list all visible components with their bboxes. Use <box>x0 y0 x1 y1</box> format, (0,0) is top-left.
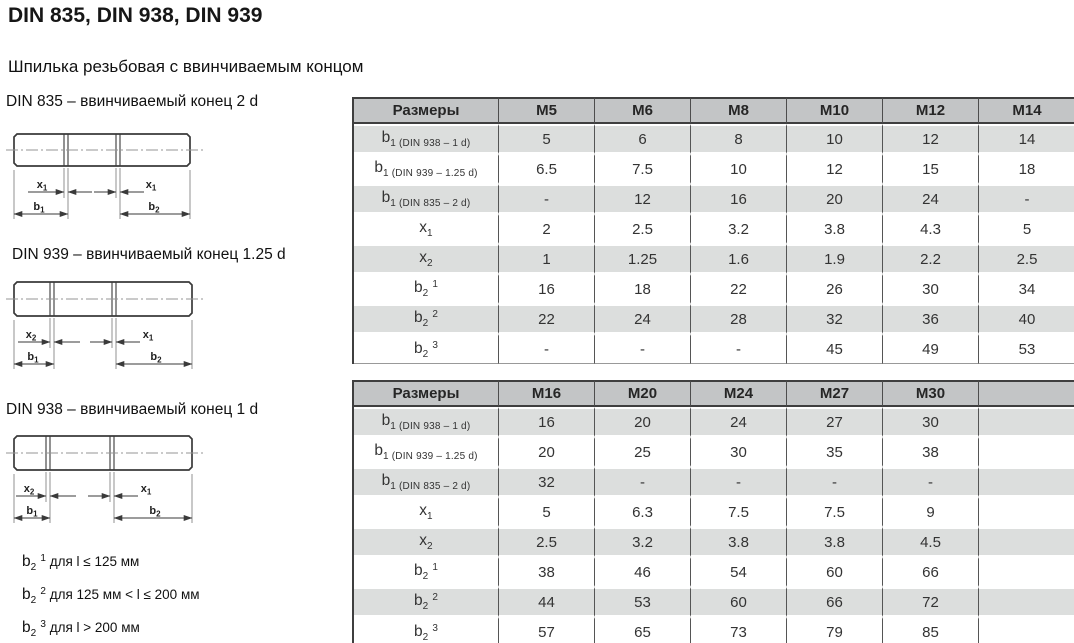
label-cell <box>354 214 499 244</box>
value-cell: 8 <box>691 124 787 154</box>
value-cell: 54 <box>691 557 787 587</box>
row-label: $b_2^1$ <box>414 562 438 582</box>
value-cell: 38 <box>499 557 595 587</box>
value-cell: 1.9 <box>787 244 883 274</box>
row-label: $b_{1 (DIN 939 - 1.25 d)}$ <box>374 159 478 179</box>
row-label: $x_2$ <box>419 532 433 552</box>
label-cell <box>354 467 499 497</box>
value-cell: - <box>691 334 787 364</box>
value-cell: 30 <box>691 437 787 467</box>
value-cell: 22 <box>499 304 595 334</box>
value-cell: 5 <box>499 497 595 527</box>
value-cell: - <box>787 467 883 497</box>
value-cell: 40 <box>979 304 1074 334</box>
table-row <box>354 244 1074 274</box>
table-row <box>354 184 1074 214</box>
value-cell: 5 <box>1022 220 1032 238</box>
table-body <box>354 407 1074 643</box>
value-cell: 65 <box>595 617 691 643</box>
label-cell <box>354 304 499 334</box>
dim-label-b2: $b_2$ <box>149 505 161 519</box>
column-header: M16 <box>499 380 595 407</box>
value-cell: 3.8 <box>691 527 787 557</box>
value-cell: 18 <box>595 274 691 304</box>
label-cell <box>354 334 499 364</box>
dim-label-x-right: $x_1$ <box>145 179 157 193</box>
column-header: M24 <box>691 380 787 407</box>
footnote-b2-1: $b_2^1$ для l ≤ 125 мм <box>22 553 140 573</box>
label-cell <box>354 437 499 467</box>
footnote-b2-2: $b_2^2$ для 125 мм < l ≤ 200 мм <box>22 586 200 606</box>
page-subtitle: Шпилька резьбовая с ввинчиваемым концом <box>8 57 364 76</box>
value-cell: 35 <box>787 437 883 467</box>
value-cell: 1 <box>499 244 595 274</box>
value-cell: 14 <box>979 124 1074 154</box>
label-cell <box>354 184 499 214</box>
din938-stud-drawing <box>4 422 209 538</box>
value-cell: 2.2 <box>883 244 979 274</box>
label-cell <box>354 497 499 527</box>
table-row <box>354 304 1074 334</box>
label-cell <box>354 617 499 643</box>
value-cell: 1.6 <box>691 244 787 274</box>
value-cell: 66 <box>787 587 883 617</box>
row-label: $b_2^3$ <box>414 339 438 360</box>
dim-label-b1: $b_1$ <box>33 201 45 215</box>
value-cell: 36 <box>883 304 979 334</box>
table-row <box>354 587 1074 617</box>
table-body <box>354 124 1074 364</box>
row-label: $b_2^2$ <box>414 592 438 612</box>
footnote-text: для 125 мм < l ≤ 200 мм <box>49 587 200 602</box>
row-label: $b_{1 (DIN 938 - 1 d)}$ <box>381 129 471 149</box>
value-cell: 24 <box>595 304 691 334</box>
value-cell: 22 <box>691 274 787 304</box>
table-row <box>354 334 1074 364</box>
column-header: M5 <box>499 97 595 124</box>
value-cell: 26 <box>787 274 883 304</box>
value-cell: 60 <box>787 557 883 587</box>
value-cell: - <box>883 467 979 497</box>
value-cell: 46 <box>595 557 691 587</box>
value-cell: 57 <box>499 617 595 643</box>
table-row <box>354 527 1074 557</box>
column-header: Размеры <box>354 97 499 124</box>
value-cell: - <box>595 467 691 497</box>
dim-label-x-left: $x_2$ <box>23 483 35 497</box>
value-cell: 2.5 <box>499 527 595 557</box>
spec-table-m16-m30 <box>352 380 1074 643</box>
din835-stud-drawing <box>4 118 209 234</box>
table-header <box>354 380 1074 407</box>
table-row <box>354 124 1074 154</box>
value-cell <box>979 407 1074 437</box>
row-label: $b_{1 (DIN 835 - 2 d)}$ <box>381 472 471 492</box>
value-cell: 24 <box>883 184 979 214</box>
dim-label-b2: $b_2$ <box>148 201 160 215</box>
spec-table-m5-m14 <box>352 97 1074 364</box>
table-header <box>354 97 1074 124</box>
value-cell: 20 <box>595 407 691 437</box>
value-cell <box>979 557 1074 587</box>
value-cell: 4.5 <box>883 527 979 557</box>
footnote-text: для l ≤ 125 мм <box>49 554 140 569</box>
value-cell: 1.25 <box>595 244 691 274</box>
value-cell: 9 <box>883 497 979 527</box>
value-cell: 4.3 <box>883 214 979 244</box>
dim-label-x-right: $x_1$ <box>140 483 152 497</box>
din939-stud-drawing <box>4 268 209 384</box>
value-cell <box>979 527 1074 557</box>
value-cell: 32 <box>787 304 883 334</box>
value-cell: 85 <box>883 617 979 643</box>
value-cell: 12 <box>787 154 883 184</box>
value-cell: 6 <box>595 124 691 154</box>
label-cell <box>354 124 499 154</box>
table-row <box>354 557 1074 587</box>
table-row <box>354 274 1074 304</box>
value-cell: 18 <box>1018 160 1036 178</box>
value-cell: 20 <box>499 437 595 467</box>
label-cell <box>354 527 499 557</box>
value-cell: - <box>691 467 787 497</box>
column-header: M30 <box>883 380 979 407</box>
label-cell <box>354 407 499 437</box>
value-cell <box>979 467 1074 497</box>
value-cell <box>979 497 1074 527</box>
value-cell: 53 <box>979 334 1074 364</box>
value-cell: 34 <box>1018 280 1036 298</box>
value-cell: 49 <box>883 334 979 364</box>
value-cell <box>979 587 1074 617</box>
page-title: DIN 835, DIN 938, DIN 939 <box>8 4 263 27</box>
column-header: M12 <box>883 97 979 124</box>
value-cell: 6.5 <box>499 154 595 184</box>
dim-label-b1: $b_1$ <box>26 505 38 519</box>
value-cell: 10 <box>787 124 883 154</box>
value-cell: 45 <box>787 334 883 364</box>
row-label: $x_1$ <box>419 502 433 522</box>
value-cell: 20 <box>787 184 883 214</box>
row-label: $b_{1 (DIN 939 - 1.25 d)}$ <box>374 442 478 462</box>
value-cell: 2 <box>499 214 595 244</box>
value-cell: 7.5 <box>787 497 883 527</box>
value-cell: 32 <box>499 467 595 497</box>
dim-label-x-right: $x_1$ <box>142 329 154 343</box>
value-cell: 15 <box>883 154 979 184</box>
table-row <box>354 617 1074 643</box>
value-cell: 24 <box>691 407 787 437</box>
value-cell: 10 <box>691 154 787 184</box>
dim-label-x-left: $x_2$ <box>25 329 37 343</box>
value-cell: 25 <box>595 437 691 467</box>
value-cell: 3.8 <box>787 214 883 244</box>
value-cell: 38 <box>883 437 979 467</box>
column-header: M8 <box>691 97 787 124</box>
value-cell <box>979 437 1074 467</box>
value-cell: 7.5 <box>595 154 691 184</box>
column-header <box>979 380 1074 407</box>
column-header: M10 <box>787 97 883 124</box>
table-row <box>354 154 1074 184</box>
value-cell: 79 <box>787 617 883 643</box>
value-cell: 12 <box>595 184 691 214</box>
value-cell: 3.2 <box>691 214 787 244</box>
value-cell: 12 <box>883 124 979 154</box>
value-cell: - <box>499 334 595 364</box>
label-cell <box>354 557 499 587</box>
value-cell: 3.2 <box>595 527 691 557</box>
value-cell: 5 <box>499 124 595 154</box>
label-cell <box>354 244 499 274</box>
value-cell: 72 <box>883 587 979 617</box>
value-cell: 66 <box>883 557 979 587</box>
diagram-caption-din939: DIN 939 – ввинчиваемый конец 1.25 d <box>12 246 286 263</box>
value-cell: 16 <box>499 407 595 437</box>
row-label: $x_2$ <box>419 249 433 269</box>
value-cell: 28 <box>691 304 787 334</box>
row-label: $b_{1 (DIN 938 - 1 d)}$ <box>381 412 471 432</box>
table-row <box>354 497 1074 527</box>
value-cell: 73 <box>691 617 787 643</box>
value-cell: 44 <box>499 587 595 617</box>
table-row <box>354 467 1074 497</box>
column-header: Размеры <box>354 380 499 407</box>
footnote-b2-3: $b_2^3$ для l > 200 мм <box>22 619 140 639</box>
row-label: $b_{1 (DIN 835 - 2 d)}$ <box>381 189 471 209</box>
label-cell <box>354 587 499 617</box>
dim-label-b1: $b_1$ <box>27 351 39 365</box>
value-cell: 6.3 <box>595 497 691 527</box>
value-cell: 60 <box>691 587 787 617</box>
value-cell: 7.5 <box>691 497 787 527</box>
row-label: $x_1$ <box>419 219 433 239</box>
row-label: $b_2^1$ <box>414 279 438 299</box>
value-cell: - <box>979 184 1074 214</box>
value-cell: - <box>595 334 691 364</box>
value-cell: 2.5 <box>979 244 1074 274</box>
row-label: $b_2^3$ <box>414 622 438 643</box>
row-label: $b_2^2$ <box>414 309 438 329</box>
value-cell: 30 <box>883 407 979 437</box>
value-cell: 27 <box>787 407 883 437</box>
label-cell <box>354 154 499 184</box>
value-cell: 30 <box>883 274 979 304</box>
footnote-text: для l > 200 мм <box>49 620 140 635</box>
column-header: M20 <box>595 380 691 407</box>
value-cell: - <box>499 184 595 214</box>
value-cell: 16 <box>691 184 787 214</box>
dim-label-b2: $b_2$ <box>150 351 162 365</box>
diagram-caption-din938: DIN 938 – ввинчиваемый конец 1 d <box>6 401 259 418</box>
value-cell <box>979 617 1074 643</box>
value-cell: 53 <box>595 587 691 617</box>
value-cell: 16 <box>499 274 595 304</box>
table-row <box>354 214 1074 244</box>
value-cell: 3.8 <box>787 527 883 557</box>
column-header: M14 <box>979 97 1074 124</box>
column-header: M27 <box>787 380 883 407</box>
value-cell: 2.5 <box>595 214 691 244</box>
column-header: M6 <box>595 97 691 124</box>
dim-label-x-left: $x_1$ <box>36 179 48 193</box>
table-row <box>354 437 1074 467</box>
table-row <box>354 407 1074 437</box>
label-cell <box>354 274 499 304</box>
diagram-caption-din835: DIN 835 – ввинчиваемый конец 2 d <box>6 93 259 110</box>
